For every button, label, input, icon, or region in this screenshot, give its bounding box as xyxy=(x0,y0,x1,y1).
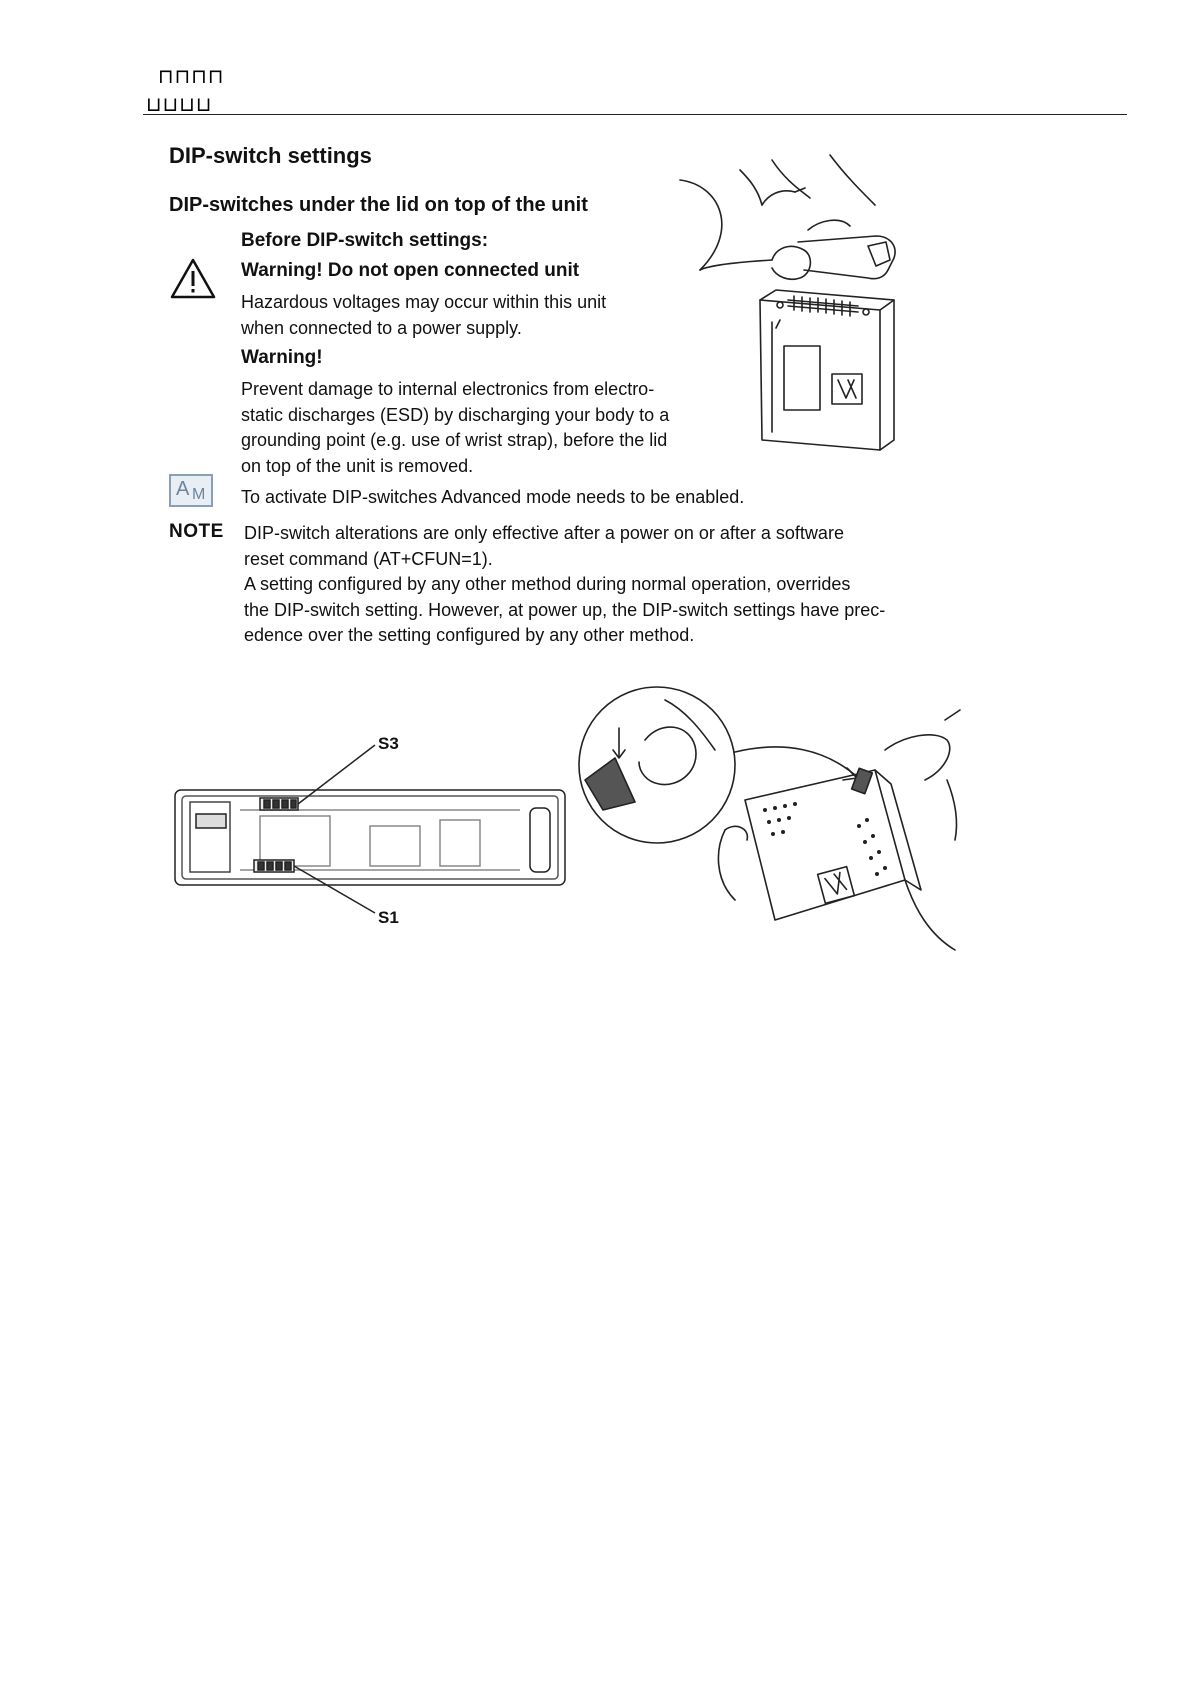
note-line: edence over the setting configured by any other method. xyxy=(244,625,695,645)
note-label: NOTE xyxy=(169,521,224,542)
note-text xyxy=(244,521,885,649)
note-line: A setting configured by any other method during normal operation, overrides xyxy=(244,574,851,594)
header-glyph-top: ⊓⊓⊓⊓ xyxy=(158,64,225,88)
warning2-text xyxy=(241,377,669,479)
before-heading: Before DIP-switch settings: xyxy=(241,230,489,251)
am-icon-letter-m: M xyxy=(192,486,206,503)
warning1-text xyxy=(241,290,606,341)
warning2-line: Prevent damage to internal electronics from electro- xyxy=(241,379,655,399)
warning1-line: when connected to a power supply. xyxy=(241,317,522,338)
warning2-line: static discharges (ESD) by discharging your body to a xyxy=(241,404,670,425)
warning2-line: grounding point (e.g. use of wrist strap), before the lid xyxy=(241,430,668,450)
section-subtitle: DIP-switches under the lid on top of the unit xyxy=(169,194,588,216)
warning-triangle-icon xyxy=(170,257,216,299)
label-s3: S3 xyxy=(378,734,399,753)
section-title: DIP-switch settings xyxy=(169,143,372,168)
switch-location-diagram xyxy=(170,730,570,930)
note-line: DIP-switch alterations are only effective after a power on or after a software xyxy=(244,523,844,543)
advanced-mode-icon xyxy=(169,474,213,507)
switch-adjustment-illustration xyxy=(575,680,965,965)
am-icon-letter-a: A xyxy=(176,478,190,500)
warning1-line: Hazardous voltages may occur within this unit xyxy=(241,292,607,312)
note-line: reset command (AT+CFUN=1). xyxy=(244,548,493,569)
header-rule xyxy=(143,114,1127,115)
note-line: the DIP-switch setting. However, at power up, the DIP-switch settings have prec- xyxy=(244,599,886,620)
label-s1: S1 xyxy=(378,908,399,927)
warning2-line: on top of the unit is removed. xyxy=(241,455,474,476)
header-glyph-bottom: ⊔⊔⊔⊔ xyxy=(146,92,213,116)
warning1-title: Warning! Do not open connected unit xyxy=(241,260,580,281)
warning2-title: Warning! xyxy=(241,347,323,368)
lid-removal-illustration xyxy=(680,150,970,470)
advanced-mode-text: To activate DIP-switches Advanced mode needs to be enabled. xyxy=(241,487,745,507)
